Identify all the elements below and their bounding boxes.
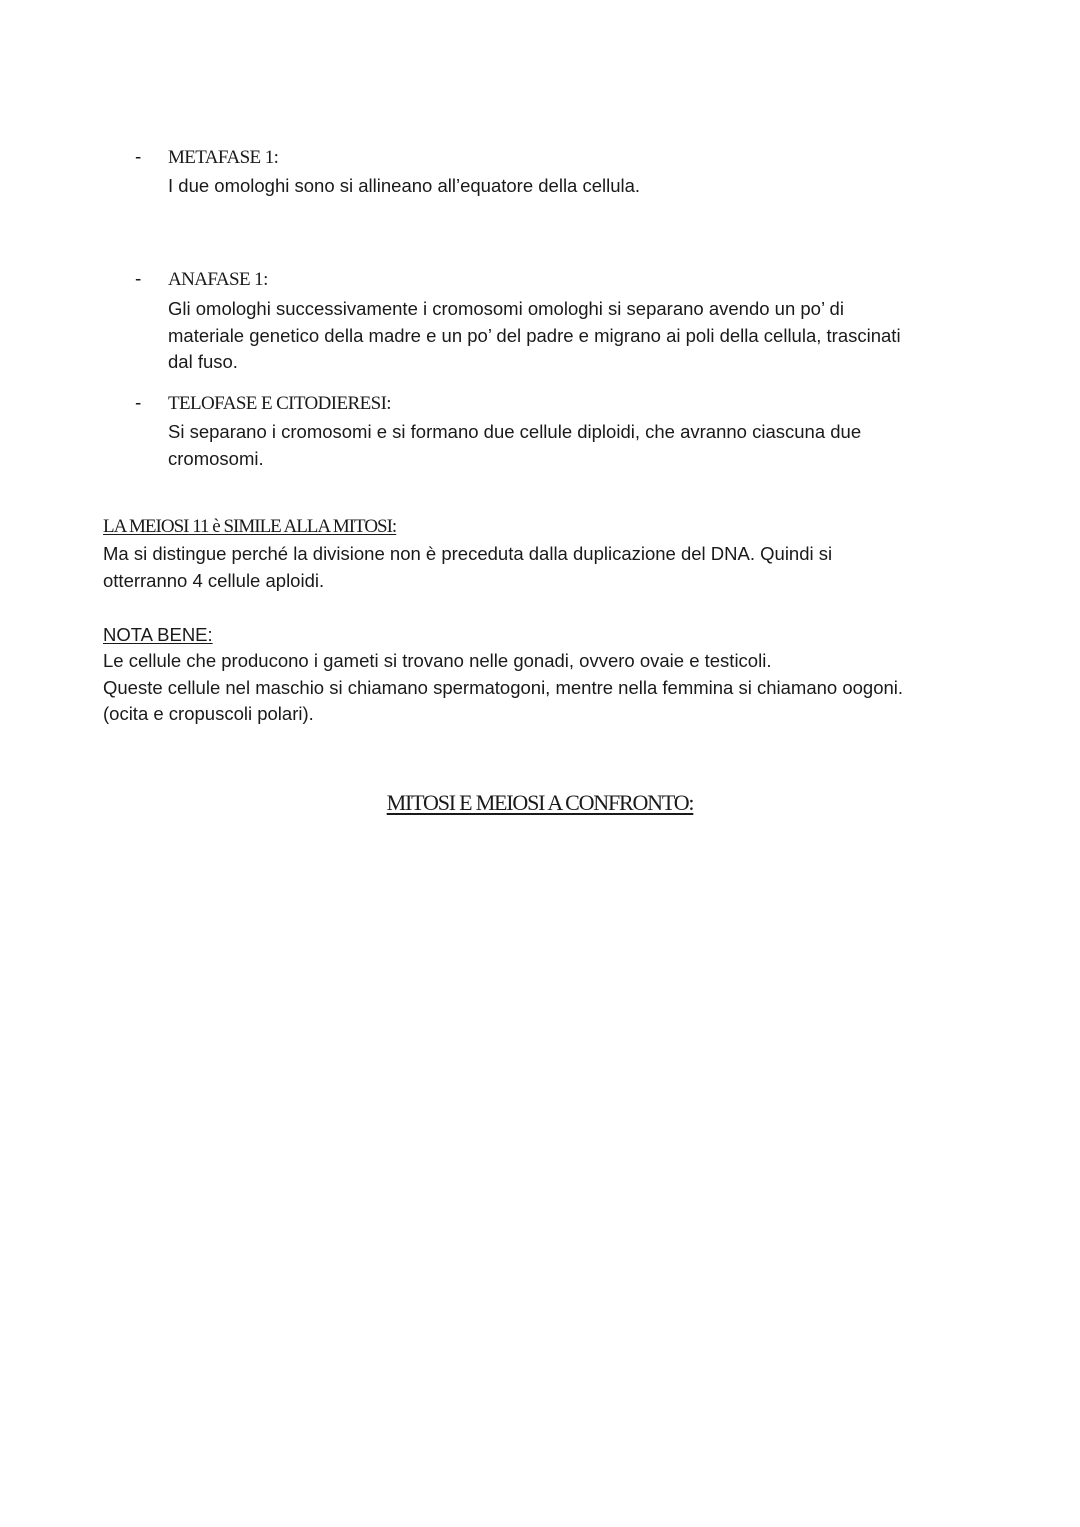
text-line: materiale genetico della madre e un po’ del padre e migrano ai poli della cellula, trascinati bbox=[168, 324, 901, 346]
section-paragraph bbox=[103, 541, 993, 594]
text-line: Gli omologhi successivamente i cromosomi omologhi si separano avendo un po’ di bbox=[168, 298, 844, 319]
phase-description bbox=[168, 173, 988, 200]
section-heading: NOTA BENE: bbox=[103, 624, 213, 645]
list-bullet: - bbox=[135, 393, 142, 414]
phase-heading: TELOFASE E CITODIERESI: bbox=[168, 393, 391, 414]
list-bullet: - bbox=[135, 269, 142, 290]
text-line: Queste cellule nel maschio si chiamano spermatogoni, mentre nella femmina si chiamano oogoni. bbox=[103, 676, 904, 698]
text-line: Si separano i cromosomi e si formano due cellule diploidi, che avranno ciascuna due bbox=[168, 421, 862, 442]
phase-description bbox=[168, 296, 988, 376]
comparison-title: MITOSI E MEIOSI A CONFRONTO: bbox=[386, 790, 694, 815]
text-line: otterranno 4 cellule aploidi. bbox=[103, 569, 325, 591]
phase-heading: METAFASE 1: bbox=[168, 147, 279, 168]
section-paragraph bbox=[103, 648, 993, 728]
list-bullet: - bbox=[135, 147, 142, 168]
phase-heading: ANAFASE 1: bbox=[168, 269, 268, 290]
text-line: cromosomi. bbox=[168, 447, 264, 469]
text-line: dal fuso. bbox=[168, 351, 238, 372]
text-line: Ma si distingue perché la divisione non è preceduta dalla duplicazione del DNA. Quindi si bbox=[103, 543, 833, 564]
text-line: Le cellule che producono i gameti si trovano nelle gonadi, ovvero ovaie e testicoli. bbox=[103, 650, 772, 671]
phase-description bbox=[168, 419, 988, 472]
section-heading: LA MEIOSI 11 è SIMILE ALLA MITOSI: bbox=[103, 516, 397, 537]
text-line: I due omologhi sono si allineano all’equatore della cellula. bbox=[168, 175, 641, 196]
text-line: (ocita e cropuscoli polari). bbox=[103, 703, 314, 724]
